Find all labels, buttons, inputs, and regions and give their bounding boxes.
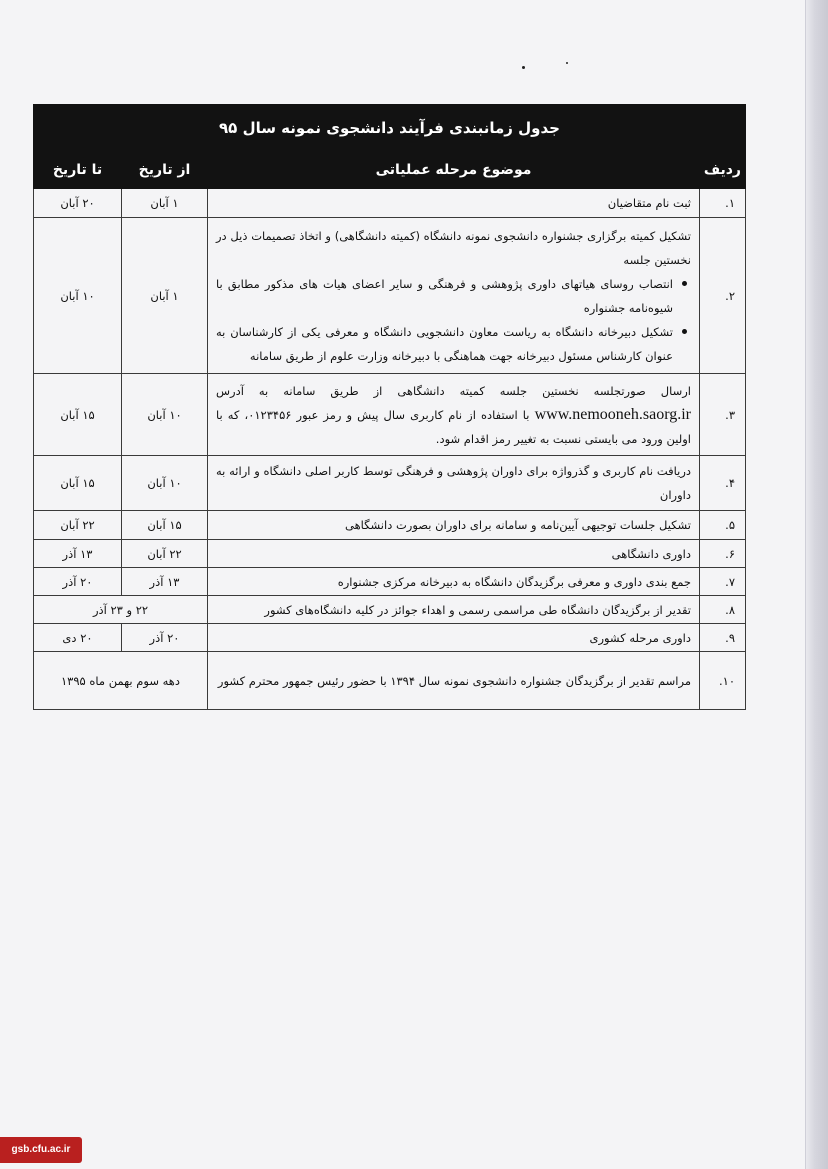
row-task [208, 374, 700, 456]
table-row [34, 624, 746, 652]
row-task [208, 218, 700, 374]
row-task: جمع بندی داوری و معرفی برگزیدگان دانشگاه به دبیرخانه مرکزی جشنواره [208, 568, 700, 596]
row-date-span: دهه سوم بهمن ماه ۱۳۹۵ [34, 652, 208, 710]
header-to-date: تا تاریخ [34, 152, 122, 189]
row-task: داوری مرحله کشوری [208, 624, 700, 652]
scan-dot [522, 66, 525, 69]
schedule-table [33, 104, 746, 710]
row-task: مراسم تقدیر از برگزیدگان جشنواره دانشجوی نمونه سال ۱۳۹۴ با حضور رئیس جمهور محترم کشور [208, 652, 700, 710]
row-number: ۶. [700, 540, 746, 568]
table-header-row [34, 152, 746, 189]
row-to-date: ۱۵ آبان [34, 456, 122, 511]
row-number: ۸. [700, 596, 746, 624]
row-from-date: ۱ آبان [122, 218, 208, 374]
row-to-date: ۱۵ آبان [34, 374, 122, 456]
row-from-date: ۱ آبان [122, 189, 208, 218]
table-row [34, 218, 746, 374]
row-task: ثبت نام متقاضیان [208, 189, 700, 218]
row-to-date: ۲۲ آبان [34, 511, 122, 540]
table-row [34, 189, 746, 218]
table-row [34, 596, 746, 624]
row-number: ۷. [700, 568, 746, 596]
row-task: تقدیر از برگزیدگان دانشگاه طی مراسمی رسمی و اهداء جوائز در کلیه دانشگاه‌های کشور [208, 596, 700, 624]
row-task: دریافت نام کاربری و گذرواژه برای داوران پژوهشی و فرهنگی توسط کاربر اصلی دانشگاه و ارائه به داوران [208, 456, 700, 511]
row-from-date: ۲۰ آذر [122, 624, 208, 652]
bullet-item: تشکیل دبیرخانه دانشگاه به ریاست معاون دانشجویی دانشگاه و معرفی یکی از کارشناسان به عنوان کارشناس مسئول دبیرخانه جهت هماهنگی با دبیرخانه وزارت علوم از طریق سامانه [216, 320, 673, 368]
table-title-row [34, 105, 746, 152]
table-title: جدول زمانبندی فرآیند دانشجوی نمونه سال ۹۵ [34, 105, 746, 152]
bullet-item: انتصاب روسای هیاتهای داوری پژوهشی و فرهنگی و سایر اعضای هیات های مذکور مطابق با شیوه‌نامه جشنواره [216, 272, 673, 320]
row-from-date: ۲۲ آبان [122, 540, 208, 568]
row-to-date: ۱۳ آذر [34, 540, 122, 568]
table-row [34, 652, 746, 710]
table-row [34, 540, 746, 568]
row-from-date: ۱۳ آذر [122, 568, 208, 596]
row-to-date: ۲۰ آبان [34, 189, 122, 218]
table-row [34, 456, 746, 511]
row-number: ۹. [700, 624, 746, 652]
header-row-number: ردیف [700, 152, 746, 189]
row-task-url: www.nemooneh.saorg.ir [534, 405, 692, 423]
row-from-date: ۱۵ آبان [122, 511, 208, 540]
table-row [34, 374, 746, 456]
header-task: موضوع مرحله عملیاتی [208, 152, 700, 189]
row-from-date: ۱۰ آبان [122, 456, 208, 511]
row-to-date: ۱۰ آبان [34, 218, 122, 374]
page-edge [805, 0, 828, 1169]
row-number: ۵. [700, 511, 746, 540]
row-date-span: ۲۲ و ۲۳ آذر [34, 596, 208, 624]
row-task: تشکیل جلسات توجیهی آیین‌نامه و سامانه برای داوران بصورت دانشگاهی [208, 511, 700, 540]
site-watermark: gsb.cfu.ac.ir [0, 1137, 82, 1163]
row-number: ۳. [700, 374, 746, 456]
row-from-date: ۱۰ آبان [122, 374, 208, 456]
row-to-date: ۲۰ آذر [34, 568, 122, 596]
row-task: داوری دانشگاهی [208, 540, 700, 568]
row-number: ۴. [700, 456, 746, 511]
row-number: ۱. [700, 189, 746, 218]
row-to-date: ۲۰ دی [34, 624, 122, 652]
row-task-text-b: با استفاده از نام کاربری سال پیش و رمز عبور ۰۱۲۳۴۵۶، که با اولین ورود می بایستی نسبت به تغییر رمز اقدام شود. [216, 407, 691, 446]
row-task-text: تشکیل کمیته برگزاری جشنواره دانشجوی نمونه دانشگاه (کمیته دانشگاهی) و اتخاذ تصمیمات ذیل در نخستین جلسه [216, 228, 691, 267]
row-task-bullets [216, 272, 691, 368]
row-task-text-a: ارسال صورتجلسه نخستین جلسه کمیته دانشگاهی از طریق سامانه به آدرس [216, 383, 691, 398]
table-row [34, 511, 746, 540]
row-number: ۱۰. [700, 652, 746, 710]
table-row [34, 568, 746, 596]
scan-dot [566, 62, 568, 64]
header-from-date: از تاریخ [122, 152, 208, 189]
row-number: ۲. [700, 218, 746, 374]
